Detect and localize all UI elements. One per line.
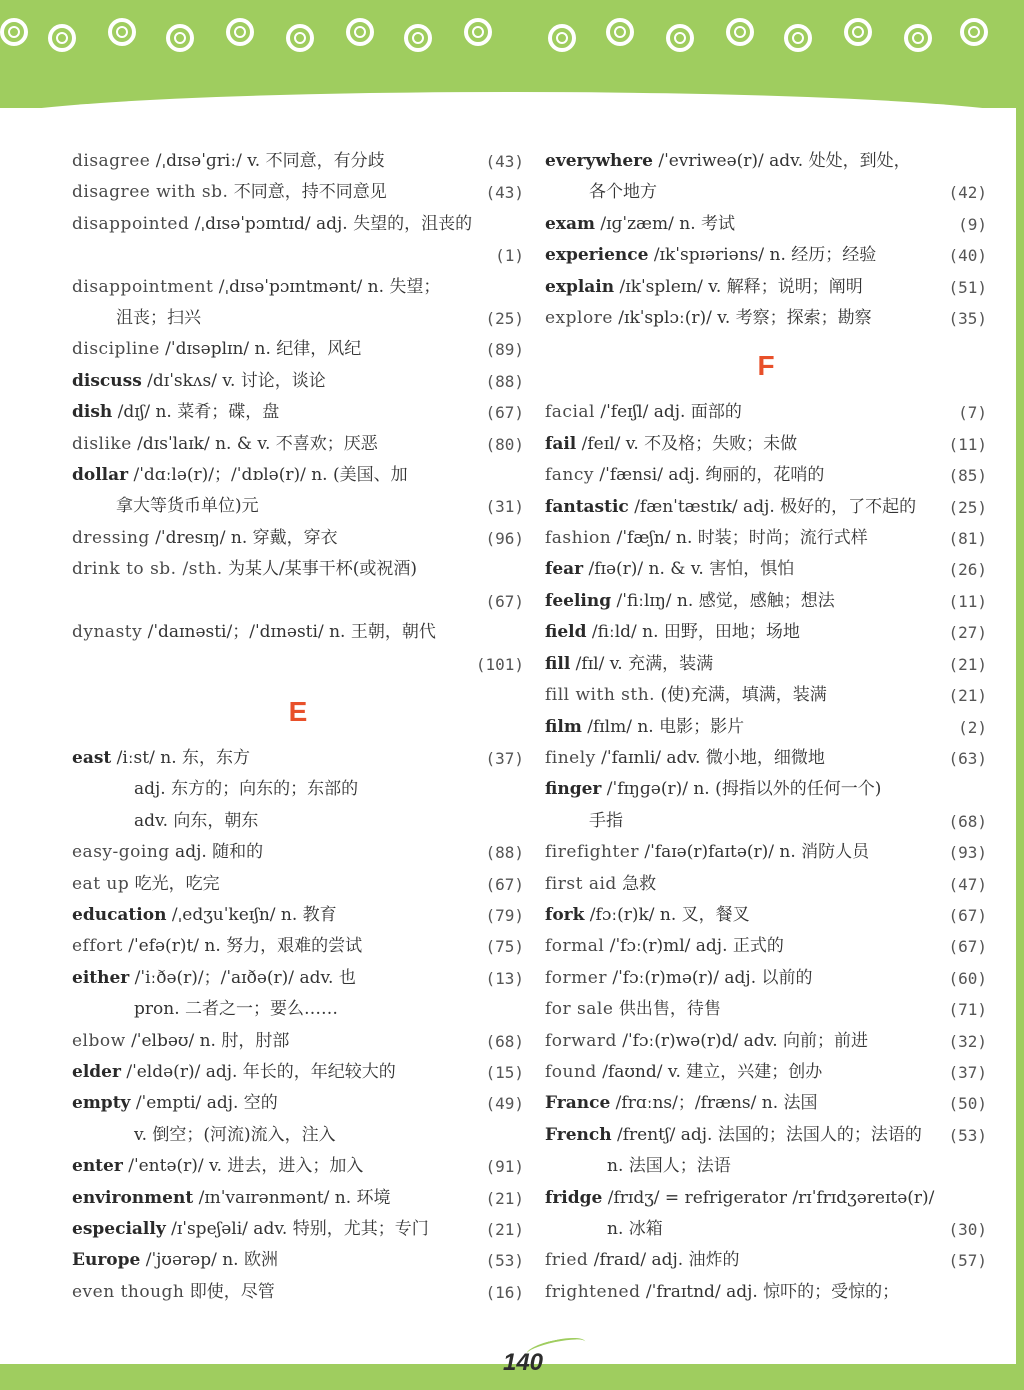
definition: /ˌdɪsəˈpɔɪntmənt/ n. 失望； [213, 276, 441, 297]
glossary-entry [545, 680, 987, 711]
definition: /fraɪd/ adj. 油炸的 [588, 1250, 740, 1271]
headword: fashion [545, 528, 612, 549]
definition-continuation: adj. 东方的；向东的；东部的 [134, 779, 359, 800]
glossary-entry [72, 931, 524, 962]
right-edge-strip [1016, 0, 1024, 1390]
glossary-entry [72, 272, 524, 303]
ring-icon [226, 18, 254, 46]
glossary-entry [72, 1088, 524, 1119]
header-curve [0, 92, 1024, 152]
ring-icon [666, 24, 694, 52]
definition: /ˈevriweə(r)/ adv. 处处，到处， [652, 151, 911, 171]
glossary-entry [72, 1183, 524, 1214]
definition: /faʊnd/ v. 建立，兴建；创办 [596, 1061, 823, 1082]
glossary-entry [72, 429, 524, 460]
glossary-entry [545, 492, 987, 523]
headword: first aid [545, 873, 617, 894]
glossary-entry [545, 931, 987, 962]
unit-reference: (7) [958, 403, 987, 423]
headword: frightened [545, 1281, 641, 1302]
definition: 为某人/某事干杯(或祝酒) [222, 559, 418, 580]
section-letter: E [288, 695, 308, 727]
unit-reference: (42) [948, 183, 987, 203]
definition: (使)充满，填满，装满 [655, 685, 827, 706]
definition: /ˌdɪsəˈpɔɪntɪd/ adj. 失望的，沮丧的 [189, 213, 473, 234]
glossary-entry [72, 523, 524, 554]
definition: /ˈentə(r)/ v. 进去，进入；加入 [122, 1156, 364, 1177]
unit-reference: (26) [948, 560, 987, 580]
headword: former [545, 967, 607, 988]
headword: fill [545, 653, 571, 674]
headword: fridge [545, 1187, 603, 1208]
headword: dressing [72, 527, 150, 548]
glossary-entry [545, 1026, 987, 1057]
glossary-entry [545, 1120, 987, 1151]
glossary-entry [72, 209, 524, 240]
glossary-entry [72, 900, 524, 931]
headword: drink to sb. /sth. [72, 559, 223, 580]
unit-reference: (67) [948, 937, 987, 957]
glossary-entry [545, 554, 987, 585]
headword: empty [72, 1093, 131, 1114]
ring-icon [286, 24, 314, 52]
definition: /iːst/ n. 东，东方 [111, 747, 251, 768]
glossary-entry [545, 209, 987, 240]
definition: /ˈfænsi/ adj. 绚丽的，花哨的 [594, 465, 825, 486]
definition: 吃光，吃完 [129, 873, 220, 894]
ring-icon [960, 18, 988, 46]
headword: Europe [72, 1250, 141, 1271]
left-column [72, 146, 524, 1308]
headword: French [545, 1124, 612, 1145]
unit-reference: (93) [948, 843, 987, 863]
definition: /ˈeldə(r)/ adj. 年长的，年纪较大的 [120, 1061, 396, 1082]
unit-reference: (25) [948, 497, 987, 517]
glossary-entry [72, 743, 524, 774]
definition: /ˈdresɪŋ/ n. 穿戴，穿衣 [149, 527, 338, 548]
headword: forward [545, 1030, 617, 1051]
unit-reference: (49) [485, 1094, 524, 1114]
unit-reference: (21) [948, 654, 987, 674]
definition: /ˈiːðə(r)/；/ˈaɪðə(r)/ adv. 也 [129, 967, 356, 988]
unit-reference: (35) [948, 309, 987, 329]
ring-icon [0, 18, 28, 46]
definition-continuation: v. 倒空；(河流)流入，注入 [134, 1124, 336, 1145]
headword: elbow [72, 1030, 126, 1051]
definition: 不同意，持不同意见 [228, 182, 387, 203]
section-letter: F [757, 350, 775, 382]
definition: /ˈfɔː(r)ml/ adj. 正式的 [604, 936, 784, 957]
headword: fill with sth. [545, 685, 656, 706]
unit-reference: (68) [948, 811, 987, 831]
glossary-entry [72, 774, 524, 805]
headword: experience [545, 245, 649, 266]
glossary-entry [545, 743, 987, 774]
definition: /frentʃ/ adj. 法国的；法国人的；法语的 [611, 1124, 922, 1145]
ring-icon [784, 24, 812, 52]
glossary-entry [72, 1151, 524, 1182]
definition: /ɪkˈspɪəriəns/ n. 经历；经验 [648, 245, 877, 266]
ring-icon [548, 24, 576, 52]
definition: /ˈdɪsəplɪn/ n. 纪律，风纪 [159, 339, 362, 360]
definition: /ˈelbəʊ/ n. 肘，肘部 [125, 1030, 290, 1051]
definition: /ɪkˈspleɪn/ v. 解释；说明；阐明 [614, 276, 863, 297]
definition-continuation: 手指 [589, 810, 623, 831]
unit-reference: (71) [948, 1000, 987, 1020]
headword: finger [545, 779, 602, 800]
headword: effort [72, 936, 123, 957]
unit-reference: (91) [485, 1157, 524, 1177]
definition-continuation: n. 法国人；法语 [607, 1156, 731, 1177]
definition-continuation: 各个地方 [589, 182, 657, 203]
definition-continuation: pron. 二者之一；要么…… [134, 999, 338, 1020]
glossary-entry [72, 1057, 524, 1088]
unit-reference: (16) [485, 1282, 524, 1302]
definition: /ɪɡˈzæm/ n. 考试 [594, 213, 736, 234]
decorative-rings [0, 14, 1024, 64]
unit-reference: (67) [485, 403, 524, 423]
definition: /ɪnˈvaɪrənmənt/ n. 环境 [193, 1187, 391, 1208]
definition: /fɪl/ v. 充满，装满 [570, 653, 714, 674]
glossary-entry [72, 806, 524, 837]
headword: fear [545, 559, 584, 580]
unit-reference: (101) [475, 654, 524, 674]
unit-reference: (32) [948, 1031, 987, 1051]
glossary-entry [545, 586, 987, 617]
headword: dish [72, 402, 113, 423]
glossary-entry [72, 1277, 524, 1308]
unit-reference: (96) [485, 528, 524, 548]
headword: discuss [72, 370, 142, 391]
glossary-entry [545, 240, 987, 271]
glossary-entry [72, 1026, 524, 1057]
headword: France [545, 1093, 611, 1114]
glossary-entry [545, 397, 987, 428]
glossary-entry [72, 994, 524, 1025]
glossary-entry [72, 491, 524, 522]
unit-reference: (21) [485, 1188, 524, 1208]
unit-reference: (21) [485, 1220, 524, 1239]
definition: 急救 [616, 873, 657, 894]
glossary-entry [545, 460, 987, 491]
definition: /ɪˈspeʃəli/ adv. 特别，尤其；专门 [165, 1219, 429, 1239]
definition: /dɪˈskʌs/ v. 讨论，谈论 [141, 370, 326, 391]
definition: /ˌdɪsəˈɡriː/ v. 不同意，有分歧 [150, 151, 385, 171]
ring-icon [404, 24, 432, 52]
definition: /dɪʃ/ n. 菜肴；碟，盘 [112, 402, 280, 423]
unit-reference: (25) [485, 309, 524, 329]
unit-reference: (60) [948, 968, 987, 988]
definition: /fɪə(r)/ n. & v. 害怕，惧怕 [583, 559, 795, 580]
glossary-entry [72, 586, 524, 617]
definition: /fɔː(r)k/ n. 叉，餐叉 [584, 904, 750, 925]
definition-continuation: 拿大等货币单位)元 [116, 496, 259, 517]
headword: discipline [72, 339, 160, 360]
ring-icon [844, 18, 872, 46]
glossary-entry [72, 869, 524, 900]
headword: finely [545, 747, 596, 768]
glossary-entry [545, 1057, 987, 1088]
unit-reference: (2) [958, 717, 987, 737]
definition-continuation: n. 冰箱 [607, 1219, 663, 1239]
glossary-entry [545, 837, 987, 868]
headword: fried [545, 1250, 589, 1271]
unit-reference: (43) [485, 152, 524, 171]
ring-icon [108, 18, 136, 46]
glossary-entry [545, 272, 987, 303]
definition: /ˌedʒuˈkeɪʃn/ n. 教育 [166, 904, 337, 925]
headword: dynasty [72, 622, 143, 643]
definition: /ˈfeɪʃl/ adj. 面部的 [594, 402, 742, 423]
glossary-entry [72, 554, 524, 585]
unit-reference: (68) [485, 1031, 524, 1051]
glossary-entry [72, 837, 524, 868]
unit-reference: (75) [485, 937, 524, 957]
headword: east [72, 747, 112, 768]
definition: /ˈdɑːlə(r)/；/ˈdɒlə(r)/ n. (美国、加 [128, 465, 408, 486]
headword: explain [545, 276, 615, 297]
ring-icon [166, 24, 194, 52]
headword: explore [545, 308, 613, 329]
definition: /ˈfɪŋɡə(r)/ n. (拇指以外的任何一个) [601, 779, 882, 800]
headword: especially [72, 1219, 166, 1239]
definition: adj. 随和的 [169, 842, 264, 863]
definition: /feɪl/ v. 不及格；失败；未做 [576, 433, 798, 454]
definition-continuation: adv. 向东，朝东 [134, 810, 259, 831]
unit-reference: (51) [948, 277, 987, 297]
headword: enter [72, 1156, 123, 1177]
definition: /frɑːns/；/fræns/ n. 法国 [610, 1093, 818, 1114]
definition: /ˈfraɪtnd/ adj. 惊吓的；受惊的； [640, 1281, 900, 1302]
headword: dollar [72, 465, 129, 486]
headword: disappointed [72, 213, 190, 234]
glossary-entry [545, 1151, 987, 1182]
glossary-entry [72, 1245, 524, 1276]
unit-reference: (53) [485, 1251, 524, 1271]
unit-reference: (11) [948, 591, 987, 611]
header-band [0, 0, 1024, 108]
unit-reference: (67) [485, 874, 524, 894]
unit-reference: (31) [485, 497, 524, 517]
glossary-entry [545, 1088, 987, 1119]
unit-reference: (30) [948, 1220, 987, 1239]
definition-continuation: 沮丧；扫兴 [116, 308, 201, 329]
unit-reference: (11) [948, 434, 987, 454]
glossary-entry [72, 1214, 524, 1245]
unit-reference: (37) [948, 1062, 987, 1082]
headword: elder [72, 1061, 121, 1082]
headword: easy-going [72, 842, 170, 863]
leaf-decoration [525, 1334, 587, 1362]
glossary-entry [545, 523, 987, 554]
glossary-entry [72, 1120, 524, 1151]
ring-icon [606, 18, 634, 46]
glossary-entry [545, 1277, 987, 1308]
ring-icon [48, 24, 76, 52]
headword: firefighter [545, 842, 639, 863]
headword: disagree [72, 151, 151, 171]
unit-reference: (57) [948, 1251, 987, 1271]
ring-icon [346, 18, 374, 46]
unit-reference: (9) [958, 214, 987, 234]
glossary-entry [72, 963, 524, 994]
headword: fork [545, 904, 585, 925]
unit-reference: (15) [485, 1062, 524, 1082]
glossary-entry [545, 177, 987, 208]
definition: 供出售，待售 [613, 999, 721, 1020]
glossary-entry [545, 429, 987, 460]
glossary-entry [545, 617, 987, 648]
definition: /ˈdaɪnəsti/；/ˈdɪnəsti/ n. 王朝，朝代 [142, 622, 436, 643]
definition: /fænˈtæstɪk/ adj. 极好的，了不起的 [628, 496, 917, 517]
unit-reference: (67) [485, 591, 524, 611]
headword: feeling [545, 590, 612, 611]
headword: fancy [545, 465, 595, 486]
glossary-entry [545, 1183, 987, 1214]
glossary-entry [545, 146, 987, 177]
headword: for sale [545, 999, 614, 1020]
headword: fantastic [545, 496, 629, 517]
headword: formal [545, 936, 605, 957]
glossary-entry [545, 900, 987, 931]
definition: /frɪdʒ/ = refrigerator /rɪˈfrɪdʒəreɪtə(r)/ [602, 1187, 935, 1208]
headword: field [545, 622, 587, 643]
definition: /ˈfiːlɪŋ/ n. 感觉，感触；想法 [611, 590, 835, 611]
glossary-entry [72, 334, 524, 365]
unit-reference: (53) [948, 1125, 987, 1145]
headword: either [72, 967, 130, 988]
unit-reference: (89) [485, 340, 524, 360]
glossary-entry [545, 774, 987, 805]
ring-icon [726, 18, 754, 46]
unit-reference: (79) [485, 905, 524, 925]
definition: /dɪsˈlaɪk/ n. & v. 不喜欢；厌恶 [131, 433, 378, 454]
unit-reference: (88) [485, 843, 524, 863]
headword: dislike [72, 433, 132, 454]
headword: disagree with sb. [72, 182, 229, 203]
glossary-entry [545, 994, 987, 1025]
ring-icon [904, 24, 932, 52]
page-number-text: 140 [502, 1349, 544, 1376]
glossary-entry [545, 1214, 987, 1245]
headword: exam [545, 213, 595, 234]
unit-reference: (37) [485, 748, 524, 768]
definition: /ˈefə(r)t/ n. 努力，艰难的尝试 [122, 936, 363, 957]
glossary-entry [545, 806, 987, 837]
glossary-entry [72, 303, 524, 334]
definition: /ˈempti/ adj. 空的 [130, 1093, 278, 1114]
definition: /fɪlm/ n. 电影；影片 [581, 716, 745, 737]
glossary-entry [545, 303, 987, 334]
unit-reference: (85) [948, 466, 987, 486]
right-column [545, 146, 987, 1308]
definition: 即使，尽管 [184, 1281, 275, 1302]
headword: everywhere [545, 151, 653, 171]
glossary-entry [72, 177, 524, 208]
glossary-entry [72, 617, 524, 648]
unit-reference: (81) [948, 529, 987, 549]
unit-reference: (88) [485, 371, 524, 391]
glossary-entry [72, 240, 524, 271]
ring-icon [464, 18, 492, 46]
unit-reference: (47) [948, 874, 987, 894]
definition: /ˈfɔː(r)mə(r)/ adj. 以前的 [606, 967, 813, 988]
glossary-entry [545, 712, 987, 743]
definition: /ˈfaɪnli/ adv. 微小地，细微地 [595, 747, 825, 768]
page-number [486, 1344, 560, 1382]
headword: environment [72, 1187, 194, 1208]
definition: /fiːld/ n. 田野，田地；场地 [586, 622, 800, 643]
unit-reference: (27) [948, 623, 987, 643]
definition: /ˈjʊərəp/ n. 欧洲 [140, 1250, 278, 1271]
glossary-entry [72, 146, 524, 177]
unit-reference: (13) [485, 968, 524, 988]
glossary-entry [545, 1245, 987, 1276]
unit-reference: (40) [948, 246, 987, 266]
definition: /ˈfɔː(r)wə(r)d/ adv. 向前；前进 [616, 1030, 869, 1051]
glossary-entry [72, 366, 524, 397]
glossary-entry [545, 869, 987, 900]
definition: /ˈfaɪə(r)faɪtə(r)/ n. 消防人员 [639, 842, 870, 863]
glossary-entry [545, 963, 987, 994]
glossary-entry [72, 397, 524, 428]
glossary-entry [72, 649, 524, 680]
unit-reference: (43) [485, 183, 524, 203]
headword: facial [545, 402, 595, 423]
unit-reference: (63) [948, 748, 987, 768]
unit-reference: (50) [948, 1094, 987, 1114]
headword: film [545, 716, 582, 737]
headword: even though [72, 1281, 185, 1302]
definition: /ˈfæʃn/ n. 时装；时尚；流行式样 [611, 528, 868, 549]
headword: found [545, 1061, 597, 1082]
unit-reference: (80) [485, 434, 524, 454]
headword: eat up [72, 873, 130, 894]
unit-reference: (67) [948, 905, 987, 925]
unit-reference: (1) [495, 246, 524, 266]
unit-reference: (21) [948, 686, 987, 706]
definition: /ɪkˈsplɔː(r)/ v. 考察；探索；勘察 [612, 308, 872, 329]
headword: disappointment [72, 276, 214, 297]
glossary-entry [545, 649, 987, 680]
headword: education [72, 904, 167, 925]
glossary-entry [72, 460, 524, 491]
headword: fail [545, 433, 577, 454]
